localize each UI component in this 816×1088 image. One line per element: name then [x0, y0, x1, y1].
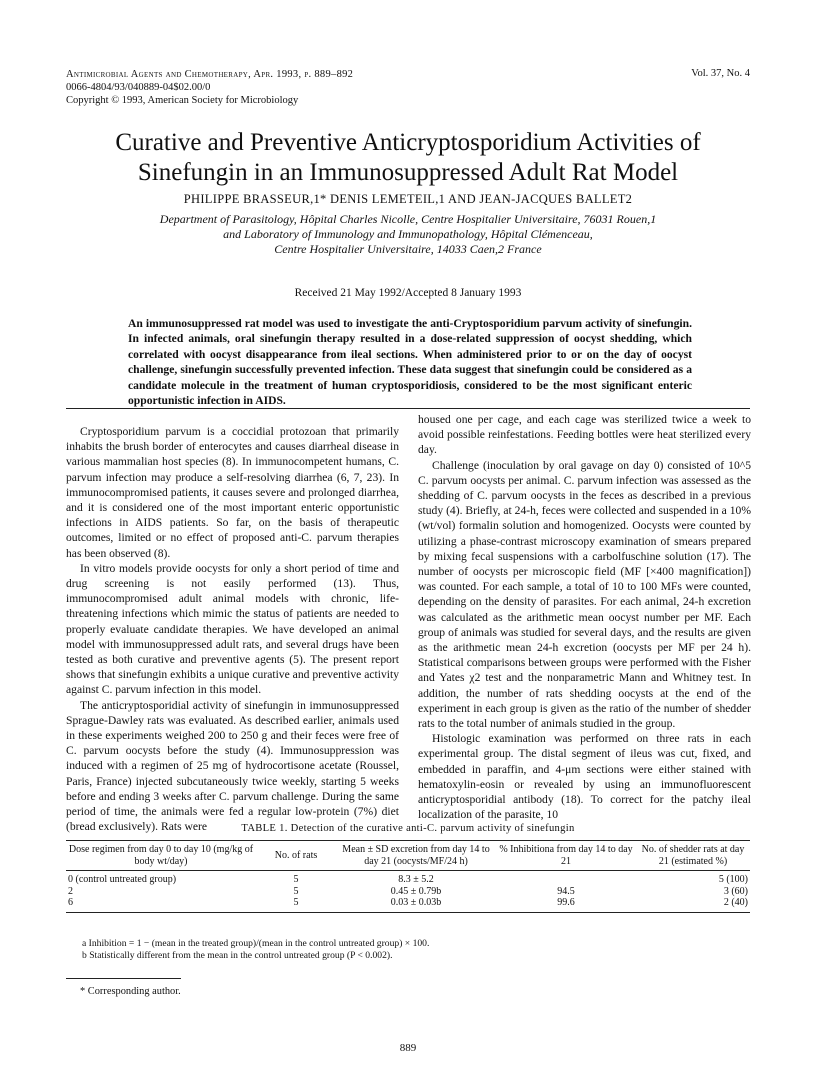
- column-header: No. of rats: [274, 849, 318, 861]
- table-cell: 5: [293, 897, 299, 908]
- body-column-right: [418, 412, 751, 822]
- title-line-2: Sinefungin in an Immunosuppressed Adult Rat Model: [137, 159, 679, 186]
- table-cell: 8.3 ± 5.2: [398, 874, 434, 885]
- table-cell: 5: [293, 885, 299, 897]
- table-cell: 0.03 ± 0.03b: [390, 897, 442, 908]
- table-cell: 2: [68, 885, 73, 897]
- abstract-divider: [66, 408, 750, 409]
- corresponding-author-note: * Corresponding author.: [80, 986, 181, 997]
- affiliation-line: Department of Parasitology, Hôpital Charles Nicolle, Centre Hospitalier Universitaire, 76031 Rouen,1: [159, 212, 657, 226]
- table-cell: 6: [68, 897, 73, 908]
- table-caption: TABLE 1. Detection of the curative anti-C. parvum activity of sinefungin: [241, 823, 575, 834]
- table-cell: 99.6: [557, 897, 575, 908]
- column-header: No. of shedder rats at day 21 (estimated %): [641, 844, 745, 867]
- received-dates: Received 21 May 1992/Accepted 8 January 1993: [294, 287, 522, 299]
- results-table: [66, 840, 750, 913]
- column-header: Dose regimen from day 0 to day 10 (mg/kg of body wt/day): [68, 844, 254, 867]
- table-row: [66, 897, 750, 912]
- article-title: [60, 128, 756, 188]
- footnote-divider: [66, 978, 181, 979]
- journal-citation: Antimicrobial Agents and Chemotherapy, Apr. 1993, p. 889–892: [66, 69, 354, 80]
- body-column-left: [66, 424, 399, 834]
- table-row: [66, 871, 750, 886]
- table-cell: 0.45 ± 0.79b: [390, 885, 442, 897]
- table-cell: [496, 871, 636, 886]
- body-paragraph: Challenge (inoculation by oral gavage on day 0) consisted of 10^5 C. parvum oocysts per animal. C. parvum infection was assessed as the shedding of C. parvum oocysts in the feces as described in a previous study (4). Briefly, at 24-h, feces were collected and suspended in a 10% (wt/vol) formalin solution and homogenized. Oocysts were counted by utilizing a phase-contrast microscopy examination of smears prepared by mixing fecal suspensions with a carbolfuschine solution (17). The number of oocysts per microscopic field (MF [×400 magnification]) was counted. For each sample, a total of 10 to 100 MFs were counted, depending on the density of parasites. For each animal, 24-h excretion was calculated as the arithmetic mean oocyst number per MF. Each group of animals was studied for several days, and the results are given as the arithmetic mean 24-h excretion (oocysts per MF per 24 h). Statistical comparisons between groups were performed with the Fisher and Yates χ2 test and the nonparametric Mann and Whitney test. In addition, the number of rats shedding oocysts at the end of the experiment in each group is given as the ratio of the number of shedder rats to the total number of animals studied in the group.: [418, 458, 751, 731]
- table-cell: 94.5: [557, 885, 575, 897]
- table-header-row: [66, 841, 750, 871]
- author-list: PHILIPPE BRASSEUR,1* DENIS LEMETEIL,1 AND JEAN-JACQUES BALLET2: [183, 192, 633, 206]
- running-header: [66, 68, 353, 107]
- volume-issue: Vol. 37, No. 4: [691, 68, 750, 79]
- table-cell: 5 (100): [718, 874, 748, 885]
- body-paragraph: Histologic examination was performed on three rats in each experimental group. The distal segment of ileus was cut, fixed, and embedded in paraffin, and 4-μm sections were either stained with hematoxylin-eosin or revealed by using an immunofluorescent anticryptosporidial antibody (18). To correct for the patchy ileal localization of the parasite, 10: [418, 732, 751, 822]
- table-cell: 2 (40): [723, 897, 748, 908]
- body-paragraph: housed one per cage, and each cage was sterilized twice a week to avoid possible reinfestations. Feeding bottles were heat sterilized every day.: [418, 413, 751, 457]
- table-cell: 5: [293, 874, 299, 885]
- abstract: An immunosuppressed rat model was used to investigate the anti-Cryptosporidium parvum activity of sinefungin. In infected animals, oral sinefungin therapy resulted in a dose-related suppression of oocyst shedding, which correlated with oocyst disappearance from ileal sections. When administered prior to or on the day of oocyst challenge, sinefungin successfully prevented infection. These data suggest that sinefungin could be considered as a candidate molecule in the treatment of human cryptosporidiosis, considered to be the most significant enteric opportunistic infection in AIDS.: [128, 317, 692, 408]
- body-paragraph: Cryptosporidium parvum is a coccidial protozoan that primarily inhabits the brush border of enterocytes and causes diarrheal disease in various mammalian host species (8). In immunocompetent humans, C. parvum infection may produce a self-resolving diarrhea (6, 7, 23). In immunocompromised patients, it causes severe and prolonged diarrhea, and it is considered one of the most important enteric opportunistic infections in AIDS patients. So far, on the basis of therapeutic outcomes, limited or no effect of proposed anti-C. parvum therapies has been observed (8).: [66, 425, 399, 560]
- title-line-1: Curative and Preventive Anticryptosporidium Activities of: [115, 129, 701, 156]
- column-header: % Inhibitiona from day 14 to day 21: [499, 844, 633, 867]
- affiliation-line: and Laboratory of Immunology and Immunopathology, Hôpital Clémenceau,: [223, 227, 593, 241]
- affiliation-line: Centre Hospitalier Universitaire, 14033 Caen,2 France: [274, 242, 542, 256]
- table-row: [66, 886, 750, 898]
- page-number: 889: [399, 1042, 417, 1054]
- body-paragraph: In vitro models provide oocysts for only a short period of time and drug screening is not easily performed (13). Thus, immunocompromised adult animal models with chronic, life-threatening infections which mimic the status of patients are needed to properly evaluate candidate therapies. We have developed an animal model with immunosuppressed adult rats, and several drugs have been tested as both curative and preventive agents (5). The present report shows that sinefungin exhibits a unique curative and preventive activity against C. parvum infection in this model.: [66, 561, 399, 697]
- body-paragraph: The anticryptosporidial activity of sinefungin in immunosuppressed Sprague-Dawley rats was evaluated. As described earlier, animals used in these experiments weighed 200 to 250 g and their feces were free of C. parvum oocysts before the study (4). Immunosuppression was induced with a regimen of 25 mg of hydrocortisone acetate (Roussel, Paris, France) injected subcutaneously twice weekly, starting 5 weeks before and ending 3 weeks after C. parvum challenge. During the same period of time, the animals were fed a regular low-protein (7%) diet (bread exclusively). Rats were: [66, 698, 399, 834]
- column-header: Mean ± SD excretion from day 14 to day 21 (oocysts/MF/24 h): [342, 844, 490, 867]
- table-cell: 0 (control untreated group): [68, 874, 177, 885]
- footnote-b: b Statistically different from the mean in the control untreated group (P < 0.002).: [82, 949, 393, 961]
- copyright-line: Copyright © 1993, American Society for Microbiology: [66, 95, 299, 106]
- table-cell: 3 (60): [723, 885, 748, 897]
- table-footnotes: [66, 938, 750, 961]
- issn-line: 0066-4804/93/040889-04$02.00/0: [66, 82, 211, 93]
- affiliations: [60, 212, 756, 257]
- footnote-a: a Inhibition = 1 − (mean in the treated group)/(mean in the control untreated group) × 100.: [82, 938, 430, 949]
